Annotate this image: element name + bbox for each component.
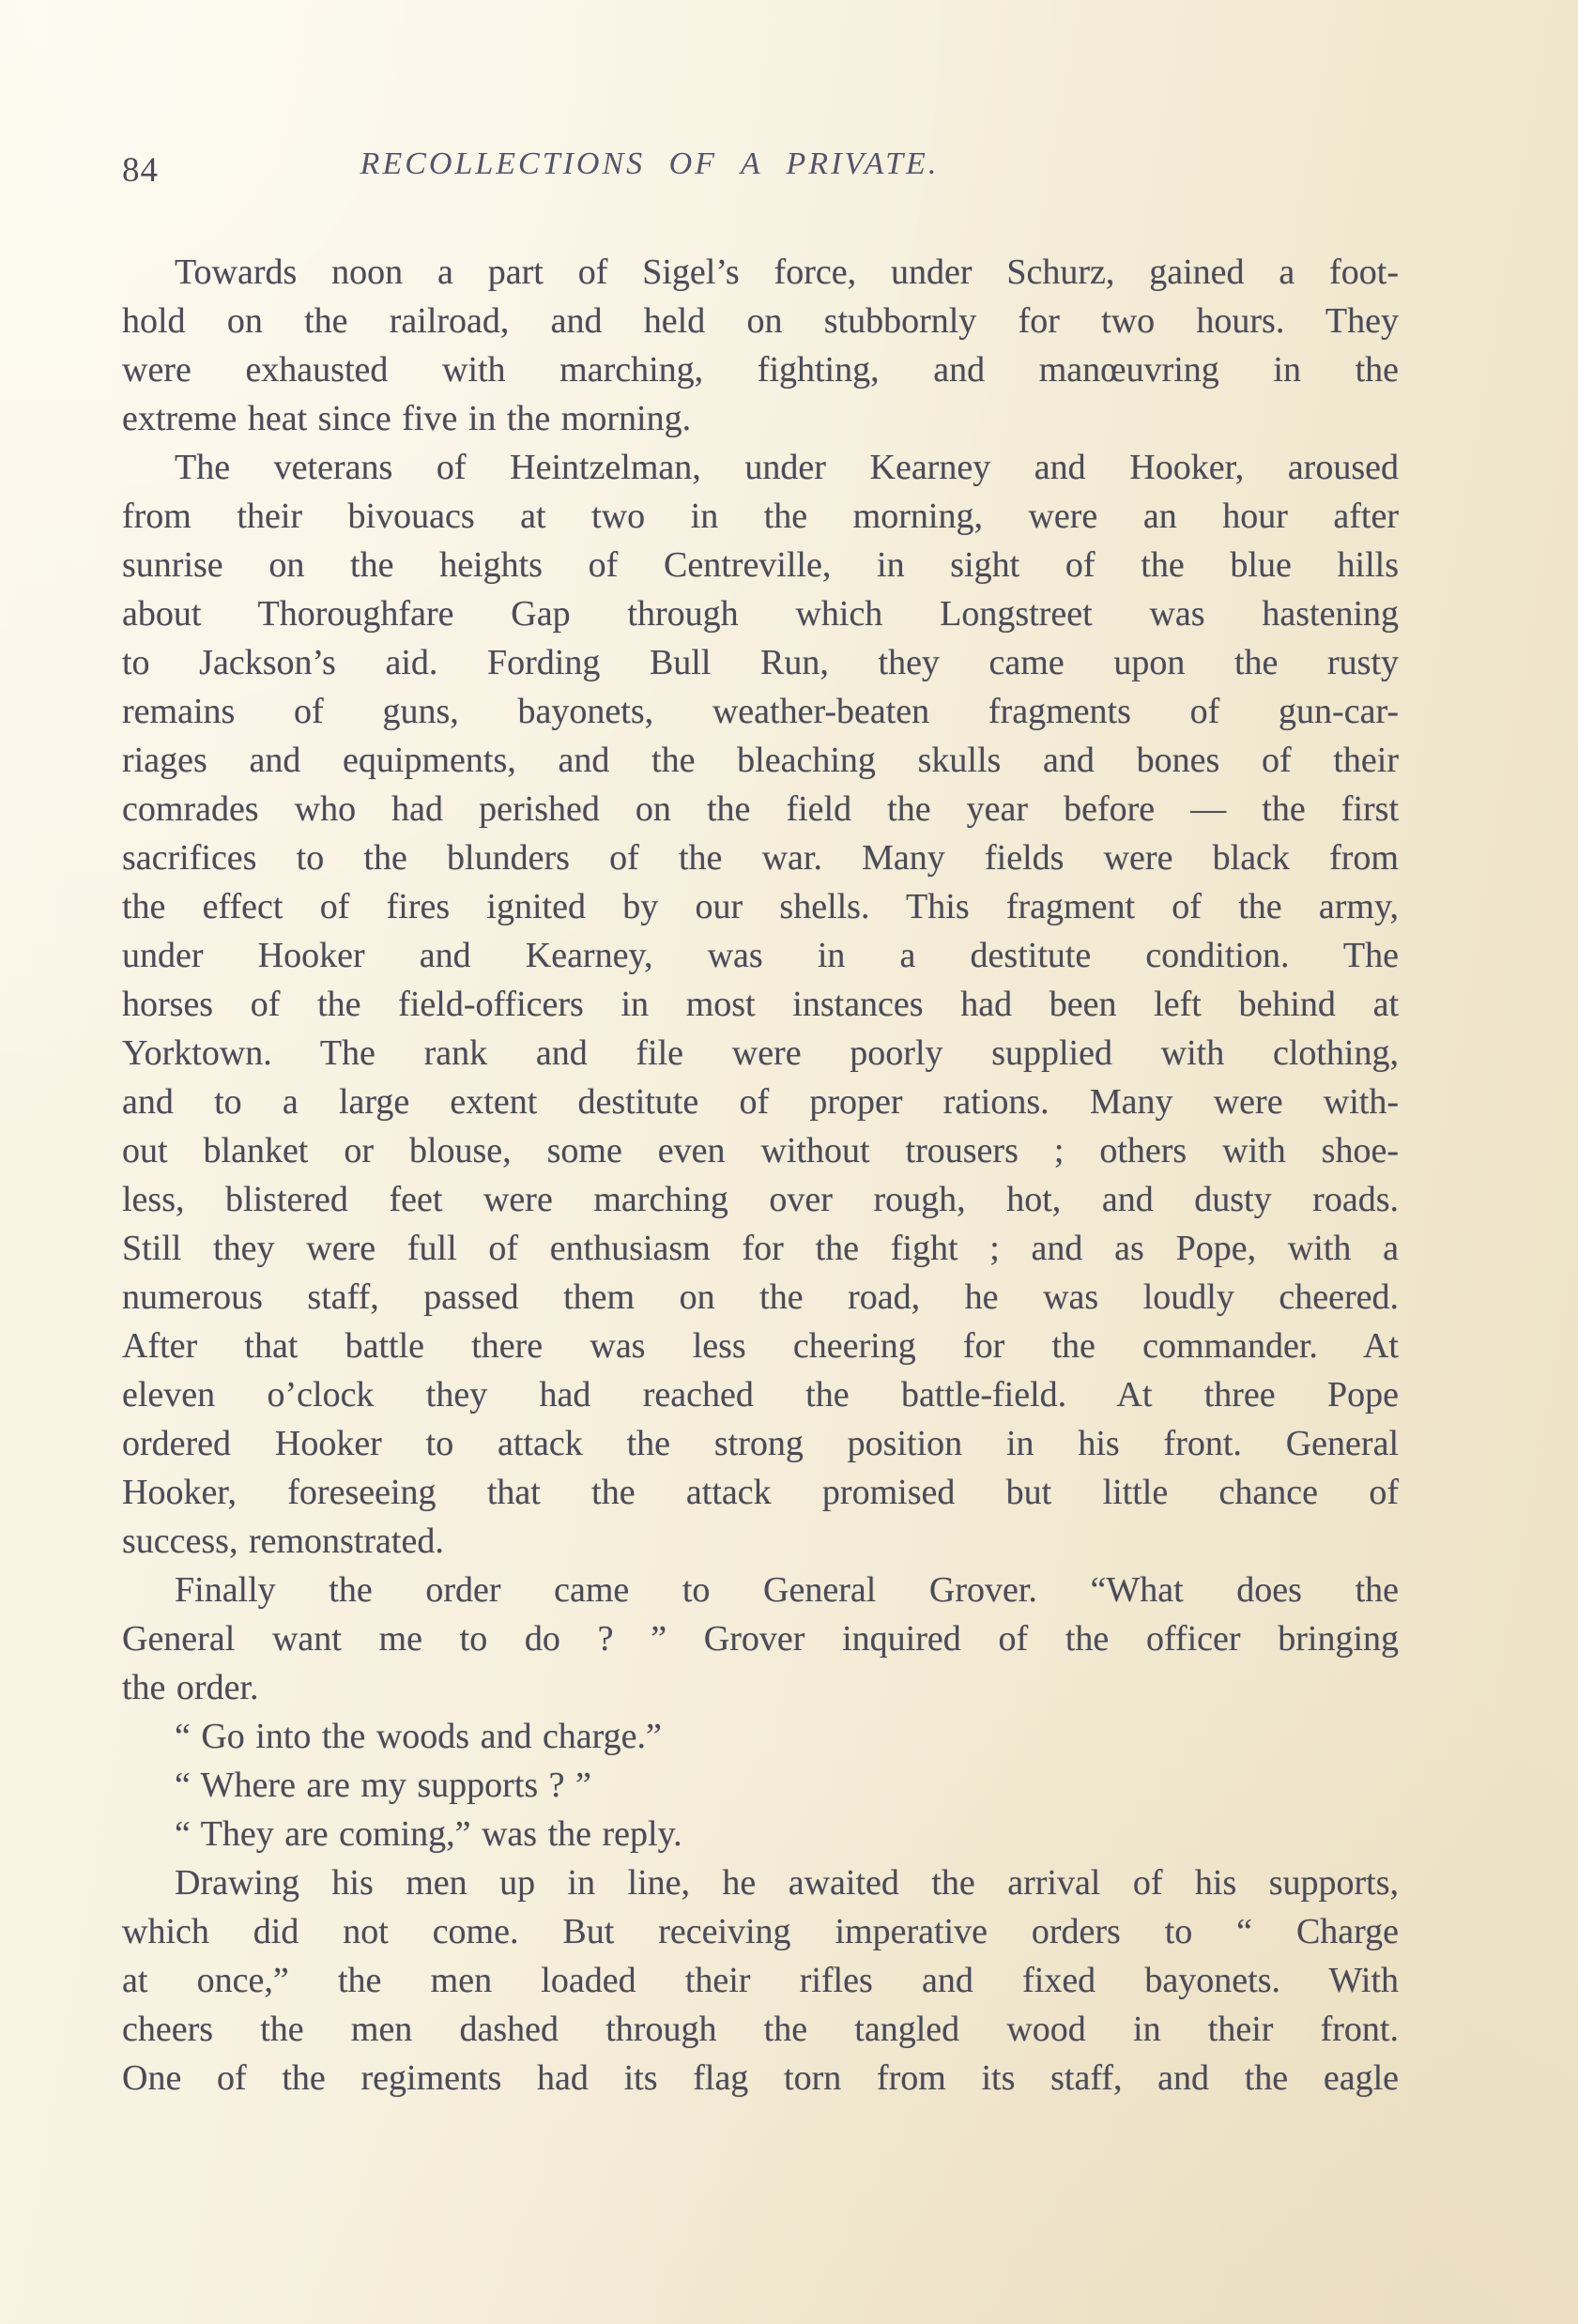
text-line: at once,” the men loaded their rifles and fixed bayonets. With [122, 1961, 1399, 2000]
text-line: Finally the order came to General Grover. “What does the [175, 1570, 1399, 1610]
text-line: from their bivouacs at two in the morning, were an hour after [122, 497, 1399, 536]
text-line: The veterans of Heintzelman, under Kearney and Hooker, aroused [175, 448, 1399, 487]
text-line: the order. [122, 1668, 259, 1707]
text-line: the effect of fires ignited by our shells. This fragment of the army, [122, 887, 1399, 926]
page-body [122, 248, 1399, 2102]
text-line: to Jackson’s aid. Fording Bull Run, they came upon the rusty [122, 643, 1399, 682]
text-line: riages and equipments, and the bleaching skulls and bones of their [122, 741, 1399, 780]
text-line: “ Where are my supports ? ” [175, 1766, 591, 1805]
text-line: remains of guns, bayonets, weather-beaten fragments of gun-car- [122, 692, 1399, 731]
paragraph [122, 1712, 1399, 1761]
paragraph [122, 1810, 1399, 1858]
paragraph [122, 443, 1399, 1566]
text-line: eleven o’clock they had reached the battle-field. At three Pope [122, 1375, 1399, 1414]
text-line: and to a large extent destitute of proper rations. Many were with- [122, 1082, 1399, 1122]
text-line: were exhausted with marching, fighting, and manœuvring in the [122, 350, 1399, 390]
paragraph [122, 248, 1399, 443]
text-line: about Thoroughfare Gap through which Longstreet was hastening [122, 594, 1399, 634]
text-line: Towards noon a part of Sigel’s force, under Schurz, gained a foot- [175, 252, 1399, 292]
text-line: success, remonstrated. [122, 1521, 444, 1561]
paragraph [122, 1761, 1399, 1810]
page-header [0, 146, 1578, 193]
text-line: numerous staff, passed them on the road, he was loudly cheered. [122, 1277, 1399, 1317]
text-line: One of the regiments had its flag torn from its staff, and the eagle [122, 2058, 1399, 2098]
text-line: sacrifices to the blunders of the war. Many fields were black from [122, 838, 1399, 878]
text-line: out blanket or blouse, some even without trousers ; others with shoe- [122, 1131, 1399, 1170]
text-line: under Hooker and Kearney, was in a destitute condition. The [122, 936, 1399, 975]
paragraph [122, 1566, 1399, 1712]
page-number: 84 [122, 151, 159, 190]
running-title: RECOLLECTIONS OF A PRIVATE. [360, 146, 940, 181]
paragraph [122, 1858, 1399, 2102]
text-line: less, blistered feet were marching over rough, hot, and dusty roads. [122, 1180, 1399, 1219]
text-line: hold on the railroad, and held on stubbornly for two hours. They [122, 301, 1399, 341]
text-line: Yorktown. The rank and file were poorly supplied with clothing, [122, 1033, 1399, 1073]
text-line: ordered Hooker to attack the strong position in his front. General [122, 1424, 1399, 1463]
text-line: General want me to do ? ” Grover inquired of the officer bringing [122, 1619, 1399, 1659]
text-line: After that battle there was less cheering for the commander. At [122, 1326, 1399, 1366]
text-line: “ They are coming,” was the reply. [175, 1814, 682, 1854]
text-line: cheers the men dashed through the tangled wood in their front. [122, 2010, 1399, 2049]
text-line: “ Go into the woods and charge.” [175, 1717, 662, 1756]
text-line: extreme heat since five in the morning. [122, 399, 692, 438]
text-line: which did not come. But receiving imperative orders to “ Charge [122, 1912, 1399, 1951]
text-line: comrades who had perished on the field the year before — the first [122, 789, 1399, 829]
text-line: horses of the field-officers in most instances had been left behind at [122, 985, 1399, 1024]
text-line: Hooker, foreseeing that the attack promised but little chance of [122, 1473, 1399, 1512]
text-line: sunrise on the heights of Centreville, in sight of the blue hills [122, 545, 1399, 585]
text-line: Drawing his men up in line, he awaited the arrival of his supports, [175, 1863, 1399, 1903]
text-line: Still they were full of enthusiasm for the fight ; and as Pope, with a [122, 1229, 1399, 1268]
